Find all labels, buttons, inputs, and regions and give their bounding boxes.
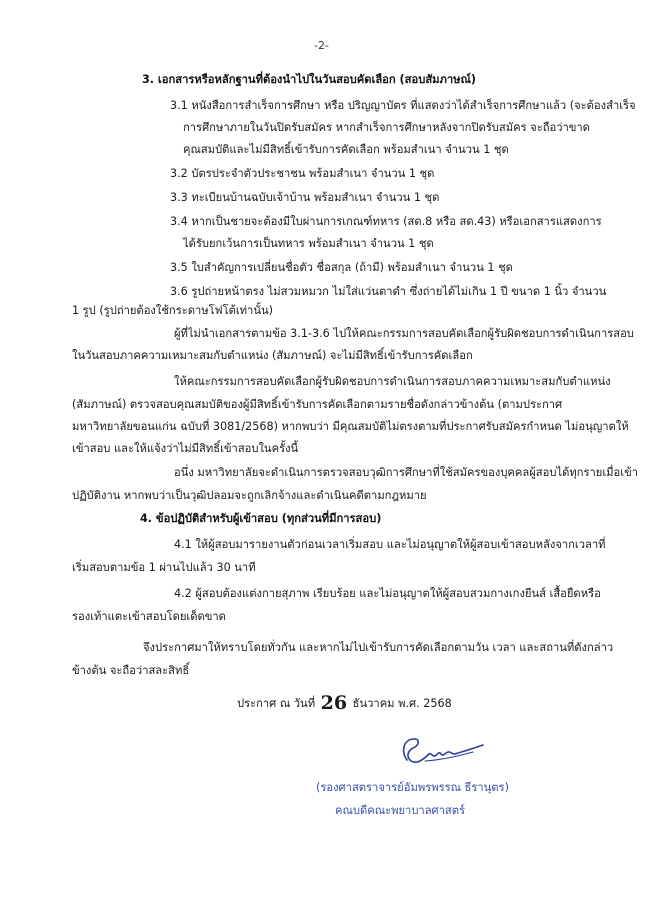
closing-line-2: ข้างต้น จะถือว่าสละสิทธิ์ [72,664,190,677]
handwritten-signature [395,730,490,770]
para-committee-line-1: ให้คณะกรรมการสอบคัดเลือกผู้รับผิดชอบการดำเนินการสอบภาคความเหมาะสมกับตำแหน่ง [174,375,611,388]
item-4-2-line-2: รองเท้าแตะเข้าสอบโดยเด็ดขาด [72,610,226,623]
item-3-6-line-2: 1 รูป (รูปถ่ายต้องใช้กระดาษโฟโต้เท่านั้น) [72,304,273,317]
date-day: 26 [320,692,348,714]
section-3-heading: 3. เอกสารหรือหลักฐานที่ต้องนำไปในวันสอบคัดเลือก (สอบสัมภาษณ์) [142,73,477,86]
item-3-4-line-1: 3.4 หากเป็นชายจะต้องมีใบผ่านการเกณฑ์ทหาร (สด.8 หรือ สด.43) หรือเอกสารแสดงการ [170,215,602,228]
item-3-3: 3.3 ทะเบียนบ้านฉบับเจ้าบ้าน พร้อมสำเนา จำนวน 1 ชุด [170,191,440,204]
item-3-6-line-1: 3.6 รูปถ่ายหน้าตรง ไม่สวมหมวก ไม่ใส่แว่นตาดำ ซึ่งถ่ายได้ไม่เกิน 1 ปี ขนาด 1 นิ้ว จำนวน [170,285,607,298]
item-3-2: 3.2 บัตรประจำตัวประชาชน พร้อมสำเนา จำนวน 1 ชุด [170,167,435,180]
date-month-year: ธันวาคม พ.ศ. 2568 [352,697,452,710]
item-3-4-line-2: ได้รับยกเว้นการเป็นทหาร พร้อมสำเนา จำนวน 1 ชุด [183,237,434,250]
para-verification-line-2: ปฏิบัติงาน หากพบว่าเป็นวุฒิปลอมจะถูกเลิกจ้างและดำเนินคดีตามกฎหมาย [72,489,427,502]
item-3-1-line-1: 3.1 หนังสือการสำเร็จการศึกษา หรือ ปริญญาบัตร ที่แสดงว่าได้สำเร็จการศึกษาแล้ว (จะต้องสำเร็จ [170,99,636,112]
para-committee-line-4: เข้าสอบ และให้แจ้งว่าไม่มีสิทธิ์เข้าสอบในครั้งนี้ [72,442,299,455]
para-missing-docs-line-1: ผู้ที่ไม่นำเอกสารตามข้อ 3.1-3.6 ไปให้คณะกรรมการสอบคัดเลือกผู้รับผิดชอบการดำเนินการสอบ [174,327,634,340]
item-3-1-line-3: คุณสมบัติและไม่มีสิทธิ์เข้ารับการคัดเลือก พร้อมสำเนา จำนวน 1 ชุด [183,143,509,156]
date-prefix: ประกาศ ณ วันที่ [237,697,316,710]
item-3-1-line-2: การศึกษาภายในวันปิดรับสมัคร หากสำเร็จการศึกษาหลังจากปิดรับสมัคร จะถือว่าขาด [183,121,590,134]
signatory-position: คณบดีคณะพยาบาลศาสตร์ [335,804,466,817]
para-committee-line-2: (สัมภาษณ์) ตรวจสอบคุณสมบัติของผู้มีสิทธิ์เข้ารับการคัดเลือกตามรายชื่อดังกล่าวข้างต้น (ตามประกาศ [72,398,563,411]
announcement-date [237,692,452,714]
para-committee-line-3: มหาวิทยาลัยขอนแก่น ฉบับที่ 3081/2568) หากพบว่า มีคุณสมบัติไม่ตรงตามที่ประกาศรับสมัครกำหนด ไม่อนุญาตให้ [72,420,629,433]
item-4-1-line-1: 4.1 ให้ผู้สอบมารายงานตัวก่อนเวลาเริ่มสอบ และไม่อนุญาตให้ผู้สอบเข้าสอบหลังจากเวลาที่ [174,538,606,551]
para-missing-docs-line-2: ในวันสอบภาคความเหมาะสมกับตำแหน่ง (สัมภาษณ์) จะไม่มีสิทธิ์เข้ารับการคัดเลือก [72,349,473,362]
para-verification-line-1: อนึ่ง มหาวิทยาลัยจะดำเนินการตรวจสอบวุฒิการศึกษาที่ใช้สมัครของบุคคลผู้สอบได้ทุกรายเมื่อเข้า [174,466,639,479]
item-4-1-line-2: เริ่มสอบตามข้อ 1 ผ่านไปแล้ว 30 นาที [72,561,256,574]
closing-line-1: จึงประกาศมาให้ทราบโดยทั่วกัน และหากไม่ไปเข้ารับการคัดเลือกตามวัน เวลา และสถานที่ดังกล่าว [143,641,614,654]
page-number: -2- [314,39,329,52]
item-3-5: 3.5 ใบสำคัญการเปลี่ยนชื่อตัว ชื่อสกุล (ถ้ามี) พร้อมสำเนา จำนวน 1 ชุด [170,261,513,274]
item-4-2-line-1: 4.2 ผู้สอบต้องแต่งกายสุภาพ เรียบร้อย และไม่อนุญาตให้ผู้สอบสวมกางเกงยีนส์ เสื้อยืดหรือ [174,587,601,600]
section-4-heading: 4. ข้อปฏิบัติสำหรับผู้เข้าสอบ (ทุกส่วนที่มีการสอบ) [140,512,382,525]
signatory-name: (รองศาสตราจารย์อัมพรพรรณ ธีรานุตร) [316,781,509,794]
